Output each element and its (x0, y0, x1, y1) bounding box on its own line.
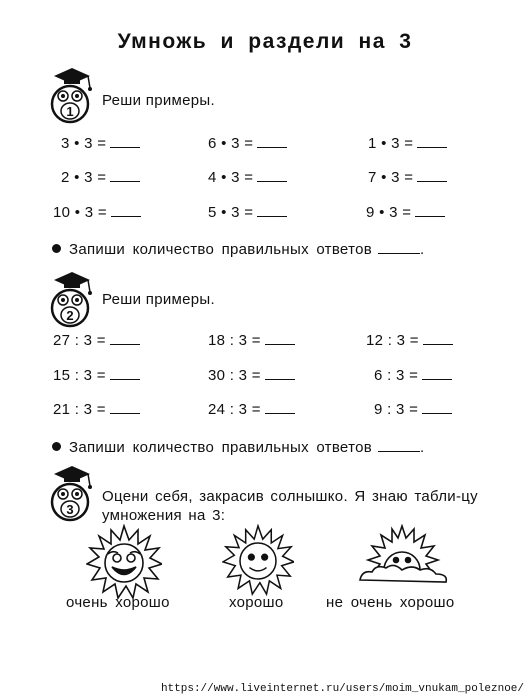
exercise: 24 : 3 = (208, 401, 295, 418)
task-number: 1 (66, 104, 74, 119)
count-blank[interactable] (378, 439, 420, 452)
exercise: 9 • 3 = (366, 204, 445, 221)
answer-blank[interactable] (110, 135, 140, 148)
answer-blank[interactable] (111, 204, 141, 217)
exercise: 15 : 3 = (53, 367, 140, 384)
sun-very-good-icon[interactable] (86, 524, 162, 600)
sun-not-very-good-label: не очень хорошо (326, 594, 455, 611)
answer-blank[interactable] (110, 367, 140, 380)
count-answers-line: Запиши количество правильных ответов . (52, 241, 424, 258)
exercise: 7 • 3 = (368, 169, 447, 186)
answer-blank[interactable] (110, 169, 140, 182)
exercise: 6 : 3 = (374, 367, 452, 384)
sun-good-icon[interactable] (222, 524, 294, 596)
answer-blank[interactable] (423, 332, 453, 345)
answer-blank[interactable] (417, 169, 447, 182)
exercise: 12 : 3 = (366, 332, 453, 349)
footer-url[interactable]: https://www.liveinternet.ru/users/moim_vnukam_poleznoe/ (160, 683, 524, 695)
bullet-icon (52, 442, 61, 451)
answer-blank[interactable] (110, 401, 140, 414)
owl-task-3-icon (46, 462, 94, 524)
sun-very-good-label: очень хорошо (66, 594, 170, 611)
answer-blank[interactable] (422, 401, 452, 414)
exercise: 27 : 3 = (53, 332, 140, 349)
task-number: 2 (66, 308, 74, 323)
exercise: 21 : 3 = (53, 401, 140, 418)
answer-blank[interactable] (257, 135, 287, 148)
answer-blank[interactable] (265, 332, 295, 345)
bullet-icon (52, 244, 61, 253)
count-blank[interactable] (378, 241, 420, 254)
page-title: Умножь и раздели на 3 (117, 30, 413, 53)
exercise: 4 • 3 = (208, 169, 287, 186)
answer-blank[interactable] (422, 367, 452, 380)
answer-blank[interactable] (257, 169, 287, 182)
exercise: 9 : 3 = (374, 401, 452, 418)
exercise: 2 • 3 = (61, 169, 140, 186)
answer-blank[interactable] (417, 135, 447, 148)
exercise: 1 • 3 = (368, 135, 447, 152)
exercise: 18 : 3 = (208, 332, 295, 349)
answer-blank[interactable] (265, 367, 295, 380)
sun-not-very-good-icon[interactable] (356, 524, 450, 590)
sun-good-label: хорошо (229, 594, 284, 611)
owl-task-1-icon (46, 64, 94, 126)
exercise: 3 • 3 = (61, 135, 140, 152)
exercise: 5 • 3 = (208, 204, 287, 221)
task-number: 3 (66, 502, 74, 517)
answer-blank[interactable] (110, 332, 140, 345)
self-assessment-text: Оцени себя, закрасив солнышко. Я знаю табли-цу умножения на 3: (102, 488, 478, 524)
task-2-heading: Реши примеры. (102, 291, 215, 308)
answer-blank[interactable] (415, 204, 445, 217)
owl-task-2-icon (46, 268, 94, 330)
exercise: 10 • 3 = (53, 204, 141, 221)
exercise: 30 : 3 = (208, 367, 295, 384)
answer-blank[interactable] (257, 204, 287, 217)
answer-blank[interactable] (265, 401, 295, 414)
exercise: 6 • 3 = (208, 135, 287, 152)
count-answers-line: Запиши количество правильных ответов . (52, 439, 424, 456)
task-1-heading: Реши примеры. (102, 92, 215, 109)
